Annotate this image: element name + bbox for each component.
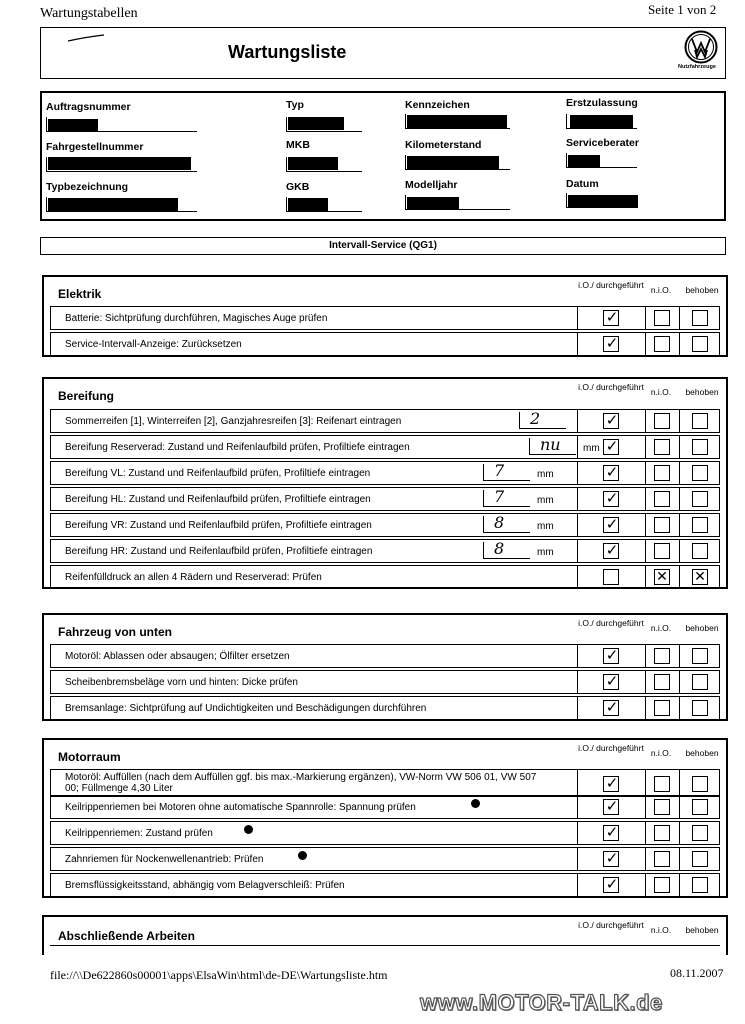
col-behoben: behoben — [685, 285, 719, 295]
label-fahrgestellnummer: Fahrgestellnummer — [46, 141, 144, 153]
redacted-auftragsnummer — [48, 119, 98, 132]
column-divider — [645, 645, 646, 667]
checkbox-nio[interactable] — [654, 851, 670, 867]
section-bereifung — [42, 377, 728, 589]
col-nio: n.i.O. — [650, 925, 672, 935]
column-divider — [645, 436, 646, 458]
check-mark-icon: ✓ — [605, 515, 619, 533]
checkbox-behoben[interactable] — [692, 776, 708, 792]
col-nio: n.i.O. — [650, 623, 672, 633]
checkbox-io[interactable] — [603, 851, 619, 867]
checkbox-behoben[interactable] — [692, 569, 708, 585]
handwritten-value: 7 — [494, 487, 505, 506]
column-divider — [679, 566, 680, 588]
column-divider — [645, 671, 646, 693]
check-mark-icon: ✓ — [605, 463, 619, 481]
check-mark-icon: ✓ — [605, 823, 619, 841]
label-gkb: GKB — [286, 181, 310, 193]
bullet-dot-icon — [298, 851, 307, 860]
service-banner — [40, 237, 726, 255]
redacted-gkb — [288, 198, 328, 211]
checklist-row — [50, 513, 720, 537]
handwritten-entry-field[interactable] — [483, 461, 530, 481]
unit-label: mm — [583, 443, 600, 454]
checkbox-nio[interactable] — [654, 776, 670, 792]
checkbox-io[interactable] — [603, 799, 619, 815]
column-divider — [645, 462, 646, 484]
checkbox-behoben[interactable] — [692, 799, 708, 815]
checkbox-io[interactable] — [603, 674, 619, 690]
checklist-row — [50, 409, 720, 433]
checklist-row — [50, 332, 720, 356]
check-mark-icon: ✓ — [605, 437, 619, 455]
column-divider — [679, 645, 680, 667]
checkbox-behoben[interactable] — [692, 877, 708, 893]
row-text: Bereifung HL: Zustand und Reifenlaufbild prüfen, Profiltiefe eintragen — [65, 494, 371, 505]
label-typbezeichnung: Typbezeichnung — [46, 181, 129, 193]
check-mark-icon: ✓ — [605, 849, 619, 867]
checkbox-nio[interactable] — [654, 310, 670, 326]
checklist-row — [50, 847, 720, 871]
column-divider — [577, 671, 578, 693]
checkbox-behoben[interactable] — [692, 674, 708, 690]
column-divider — [577, 307, 578, 329]
column-divider — [577, 488, 578, 510]
section-elektrik — [42, 275, 728, 357]
col-io: i.O./ durchgeführt — [578, 618, 644, 628]
check-mark-icon: ✓ — [605, 646, 619, 664]
cross-mark-icon: ✕ — [694, 569, 706, 585]
redacted-typ — [288, 117, 344, 130]
checkbox-nio[interactable] — [654, 825, 670, 841]
check-mark-icon: ✓ — [605, 698, 619, 716]
checkbox-behoben[interactable] — [692, 543, 708, 559]
row-text: Reifenfülldruck an allen 4 Rädern und Reserverad: Prüfen — [65, 572, 322, 583]
checkbox-behoben[interactable] — [692, 336, 708, 352]
cross-mark-icon: ✕ — [656, 569, 668, 585]
checklist-row — [50, 821, 720, 845]
redacted-typbezeichnung — [48, 198, 178, 211]
col-nio: n.i.O. — [650, 387, 672, 397]
column-divider — [645, 796, 646, 818]
checkbox-io[interactable] — [603, 543, 619, 559]
column-divider — [679, 770, 680, 796]
handwritten-entry-field[interactable] — [519, 409, 566, 429]
label-mkb: MKB — [286, 139, 310, 151]
column-divider — [577, 796, 578, 818]
checkbox-nio[interactable] — [654, 674, 670, 690]
checkbox-behoben[interactable] — [692, 465, 708, 481]
row-text: Keilrippenriemen bei Motoren ohne automatische Spannrolle: Spannung prüfen — [65, 802, 416, 813]
page-title: Wartungsliste — [228, 42, 347, 62]
checkbox-nio[interactable] — [654, 877, 670, 893]
label-kilometerstand: Kilometerstand — [405, 139, 482, 151]
row-text: Motoröl: Ablassen oder absaugen; Ölfilter ersetzen — [65, 651, 290, 662]
checkbox-io[interactable] — [603, 569, 619, 585]
column-divider — [679, 822, 680, 844]
column-divider — [645, 770, 646, 796]
vehicle-data-frame — [40, 91, 726, 221]
label-auftragsnummer: Auftragsnummer — [46, 101, 131, 113]
section-title: Fahrzeug von unten — [58, 625, 172, 639]
column-divider — [577, 697, 578, 719]
column-divider — [679, 436, 680, 458]
check-mark-icon: ✓ — [605, 308, 619, 326]
column-divider — [577, 540, 578, 562]
vw-logo-icon — [684, 30, 718, 64]
checkbox-behoben[interactable] — [692, 825, 708, 841]
column-divider — [645, 848, 646, 870]
col-behoben: behoben — [685, 623, 719, 633]
checkbox-io[interactable] — [603, 776, 619, 792]
column-divider — [577, 874, 578, 896]
checklist-row — [50, 487, 720, 511]
service-banner-text: Intervall-Service (QG1) — [329, 240, 437, 251]
checkbox-behoben[interactable] — [692, 648, 708, 664]
check-mark-icon: ✓ — [605, 489, 619, 507]
column-divider — [577, 770, 578, 796]
section-title: Abschließende Arbeiten — [58, 929, 195, 943]
label-modelljahr: Modelljahr — [405, 179, 458, 191]
column-divider — [645, 697, 646, 719]
checkbox-nio[interactable] — [654, 569, 670, 585]
redacted-mkb — [288, 157, 338, 170]
checklist-row — [50, 644, 720, 668]
checkbox-nio[interactable] — [654, 336, 670, 352]
checkbox-nio[interactable] — [654, 648, 670, 664]
column-divider — [577, 436, 578, 458]
column-divider — [645, 822, 646, 844]
tab-title: Wartungstabellen — [40, 6, 138, 21]
handwritten-value: nu — [540, 435, 561, 454]
col-behoben: behoben — [685, 925, 719, 935]
check-mark-icon: ✓ — [605, 875, 619, 893]
checkbox-io[interactable] — [603, 310, 619, 326]
col-behoben: behoben — [685, 748, 719, 758]
label-kennzeichen: Kennzeichen — [405, 99, 470, 111]
column-divider — [577, 462, 578, 484]
section-title: Motorraum — [58, 750, 121, 764]
handwritten-value: 2 — [530, 409, 541, 428]
checklist-row — [50, 539, 720, 563]
checklist-row — [50, 565, 720, 589]
checklist-row — [50, 435, 720, 459]
column-divider — [645, 488, 646, 510]
check-mark-icon: ✓ — [605, 411, 619, 429]
checkbox-io[interactable] — [603, 413, 619, 429]
column-divider — [679, 333, 680, 355]
checkbox-io[interactable] — [603, 517, 619, 533]
check-mark-icon: ✓ — [605, 797, 619, 815]
checkbox-behoben[interactable] — [692, 491, 708, 507]
row-text: Bereifung VL: Zustand und Reifenlaufbild prüfen, Profiltiefe eintragen — [65, 468, 371, 479]
checkbox-behoben[interactable] — [692, 851, 708, 867]
check-mark-icon: ✓ — [605, 334, 619, 352]
redacted-fahrgestellnummer — [48, 157, 191, 170]
checklist-row — [50, 461, 720, 485]
col-nio: n.i.O. — [650, 748, 672, 758]
check-mark-icon: ✓ — [605, 774, 619, 792]
section-title: Bereifung — [58, 389, 115, 403]
checkbox-nio[interactable] — [654, 413, 670, 429]
row-text: Bereifung HR: Zustand und Reifenlaufbild prüfen, Profiltiefe eintragen — [65, 546, 373, 557]
footer-date: 08.11.2007 — [670, 966, 724, 980]
col-io: i.O./ durchgeführt — [578, 743, 644, 753]
row-text: Service-Intervall-Anzeige: Zurücksetzen — [65, 339, 242, 350]
column-divider — [645, 874, 646, 896]
checkbox-behoben[interactable] — [692, 439, 708, 455]
column-divider — [679, 874, 680, 896]
column-divider — [577, 822, 578, 844]
checklist-row — [50, 306, 720, 330]
bullet-dot-icon — [471, 799, 480, 808]
section-unten — [42, 613, 728, 721]
handwritten-entry-field[interactable] — [483, 539, 530, 559]
column-divider — [679, 307, 680, 329]
column-divider — [645, 307, 646, 329]
check-mark-icon: ✓ — [605, 541, 619, 559]
column-divider — [679, 671, 680, 693]
label-erstzulassung: Erstzulassung — [566, 97, 638, 109]
row-text: Bereifung VR: Zustand und Reifenlaufbild prüfen, Profiltiefe eintragen — [65, 520, 372, 531]
column-divider — [679, 410, 680, 432]
column-divider — [679, 488, 680, 510]
column-divider — [577, 566, 578, 588]
checkbox-nio[interactable] — [654, 465, 670, 481]
check-mark-icon: ✓ — [605, 672, 619, 690]
checklist-row — [50, 670, 720, 694]
column-divider — [645, 566, 646, 588]
column-divider — [577, 514, 578, 536]
checkbox-nio[interactable] — [654, 439, 670, 455]
checkbox-io[interactable] — [603, 491, 619, 507]
row-text: Scheibenbremsbeläge vorn und hinten: Dicke prüfen — [65, 677, 298, 688]
section-abschluss — [42, 915, 728, 955]
section-title: Elektrik — [58, 287, 102, 301]
redacted-kennzeichen — [407, 115, 507, 128]
column-divider — [679, 514, 680, 536]
footer-path: file://\\De622860s00001\apps\ElsaWin\html\de-DE\Wartungsliste.htm — [50, 968, 388, 982]
checkbox-io[interactable] — [603, 877, 619, 893]
checkbox-nio[interactable] — [654, 700, 670, 716]
label-datum: Datum — [566, 178, 599, 190]
row-text: Bereifung Reserverad: Zustand und Reifenlaufbild prüfen, Profiltiefe eintragen — [65, 442, 410, 453]
column-divider — [577, 848, 578, 870]
row-divider — [50, 945, 720, 946]
checkbox-nio[interactable] — [654, 799, 670, 815]
unit-label: mm — [537, 521, 554, 532]
column-divider — [645, 333, 646, 355]
column-divider — [577, 645, 578, 667]
checkbox-io[interactable] — [603, 700, 619, 716]
checkbox-nio[interactable] — [654, 543, 670, 559]
redacted-modelljahr — [407, 197, 459, 210]
column-divider — [679, 697, 680, 719]
section-motorraum — [42, 738, 728, 898]
handwritten-value: 7 — [494, 461, 505, 480]
row-text: Keilrippenriemen: Zustand prüfen — [65, 828, 213, 839]
handwritten-value: 8 — [494, 539, 505, 558]
unit-label: mm — [537, 469, 554, 480]
col-behoben: behoben — [685, 387, 719, 397]
brand-caption: Nutzfahrzeuge — [678, 64, 716, 70]
row-text: Motoröl: Auffüllen (nach dem Auffüllen ggf. bis max.-Markierung ergänzen), VW-Norm VW 506 01, VW 507 00; Füllmenge 4,30 Liter — [65, 772, 537, 794]
row-text: Batterie: Sichtprüfung durchführen, Magisches Auge prüfen — [65, 313, 328, 324]
bullet-dot-icon — [244, 825, 253, 834]
row-text: Bremsanlage: Sichtprüfung auf Undichtigkeiten und Beschädigungen durchführen — [65, 703, 427, 714]
checkbox-io[interactable] — [603, 648, 619, 664]
column-divider — [645, 410, 646, 432]
column-divider — [679, 848, 680, 870]
redacted-serviceberater — [568, 155, 600, 168]
checkbox-io[interactable] — [603, 439, 619, 455]
label-serviceberater: Serviceberater — [566, 137, 639, 149]
handwritten-entry-field[interactable] — [483, 487, 530, 507]
column-divider — [645, 540, 646, 562]
column-divider — [577, 410, 578, 432]
row-text: Bremsflüssigkeitsstand, abhängig vom Belagverschleiß: Prüfen — [65, 880, 345, 891]
checkbox-io[interactable] — [603, 825, 619, 841]
redacted-erstzulassung — [570, 115, 633, 128]
watermark: www.MOTOR-TALK.de — [420, 990, 663, 1015]
handwritten-entry-field[interactable] — [529, 435, 576, 455]
checkbox-io[interactable] — [603, 465, 619, 481]
checklist-row — [50, 795, 720, 819]
redacted-datum — [568, 195, 638, 208]
checkbox-behoben[interactable] — [692, 310, 708, 326]
redacted-kilometerstand — [407, 156, 499, 169]
checkbox-behoben[interactable] — [692, 413, 708, 429]
col-io: i.O./ durchgeführt — [578, 280, 644, 290]
checkbox-io[interactable] — [603, 336, 619, 352]
row-text: Sommerreifen [1], Winterreifen [2], Ganzjahresreifen [3]: Reifenart eintragen — [65, 416, 402, 427]
checkbox-nio[interactable] — [654, 491, 670, 507]
checkbox-nio[interactable] — [654, 517, 670, 533]
col-io: i.O./ durchgeführt — [578, 920, 644, 930]
page-indicator: Seite 1 von 2 — [648, 2, 717, 17]
handwritten-value: 8 — [494, 513, 505, 532]
column-divider — [679, 540, 680, 562]
column-divider — [679, 462, 680, 484]
row-text: Zahnriemen für Nockenwellenantrieb: Prüfen — [65, 854, 264, 865]
checkbox-behoben[interactable] — [692, 700, 708, 716]
checklist-row — [50, 873, 720, 897]
checklist-row — [50, 769, 720, 797]
handwritten-entry-field[interactable] — [483, 513, 530, 533]
checklist-row — [50, 696, 720, 720]
column-divider — [679, 796, 680, 818]
col-io: i.O./ durchgeführt — [578, 382, 644, 392]
column-divider — [645, 514, 646, 536]
title-frame — [40, 27, 726, 79]
label-typ: Typ — [286, 99, 304, 111]
unit-label: mm — [537, 495, 554, 506]
checkbox-behoben[interactable] — [692, 517, 708, 533]
col-nio: n.i.O. — [650, 285, 672, 295]
unit-label: mm — [537, 547, 554, 558]
column-divider — [577, 333, 578, 355]
